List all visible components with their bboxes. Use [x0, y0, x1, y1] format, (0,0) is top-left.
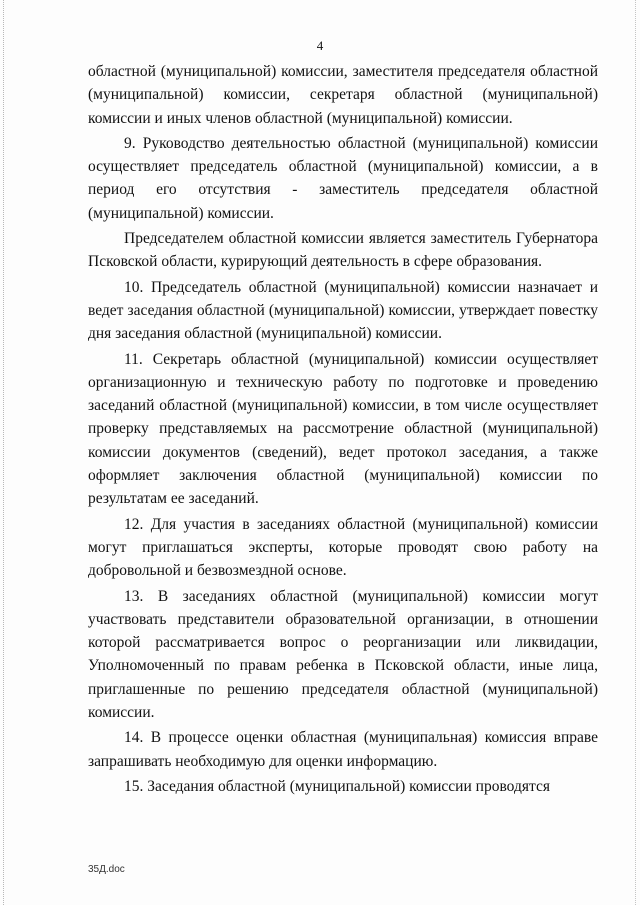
paragraph-10: 10. Председатель областной (муниципальной) комиссии назначает и ведет заседания областной (муниципальной) комиссии, утверждает повестку дня заседания областной (муниципальной) комиссии. — [88, 278, 598, 343]
file-name-footer: 35Д.doc — [88, 864, 125, 875]
scan-edge-left — [3, 0, 5, 905]
paragraph-11: 11. Секретарь областной (муниципальной) комиссии осуществляет организационную и техническую работу по подготовке и проведению заседаний областной (муниципальной) комиссии, в том числе осуществляет проверку представляемых на рассмотрение областной (муниципальной) комиссии документов (сведений), ведет протокол заседания, а также оформляет заключения областной (муниципальной) комиссии по результатам ее заседаний. — [88, 350, 598, 508]
paragraph-14: 14. В процессе оценки областная (муниципальная) комиссия вправе запрашивать необходимую для оценки информацию. — [88, 729, 598, 770]
paragraph-15: 15. Заседания областной (муниципальной) комиссии проводятся — [124, 777, 550, 795]
paragraph-continuation: областной (муниципальной) комиссии, заместителя председателя областной (муниципальной) комиссии, секретаря областной (муниципальной) комиссии и иных членов областной (муниципальной) комиссии. — [88, 63, 598, 127]
paragraph-13: 13. В заседаниях областной (муниципальной) комиссии могут участвовать представители образовательной организации, в отношении которой рассматривается вопрос о реорганизации или ликвидации, Уполномоченный по правам ребенка в Псковской области, иные лица, приглашенные по решению председателя областной (муниципальной) комиссии. — [88, 587, 598, 722]
paragraph-chairman: Председателем областной комиссии является заместитель Губернатора Псковской области, курирующий деятельность в сфере образования. — [88, 230, 598, 271]
document-body — [88, 60, 598, 800]
page-number: 4 — [316, 38, 324, 53]
paragraph-12: 12. Для участия в заседаниях областной (муниципальной) комиссии могут приглашаться эксперты, которые проводят свою работу на добровольной и безвозмездной основе. — [88, 515, 598, 580]
scan-edge-right — [635, 0, 637, 905]
paragraph-9: 9. Руководство деятельностью областной (муниципальной) комиссии осуществляет председатель областной (муниципальной) комиссии, а в период его отсутствия - заместитель председателя областной (муниципальной) комиссии. — [88, 134, 598, 222]
